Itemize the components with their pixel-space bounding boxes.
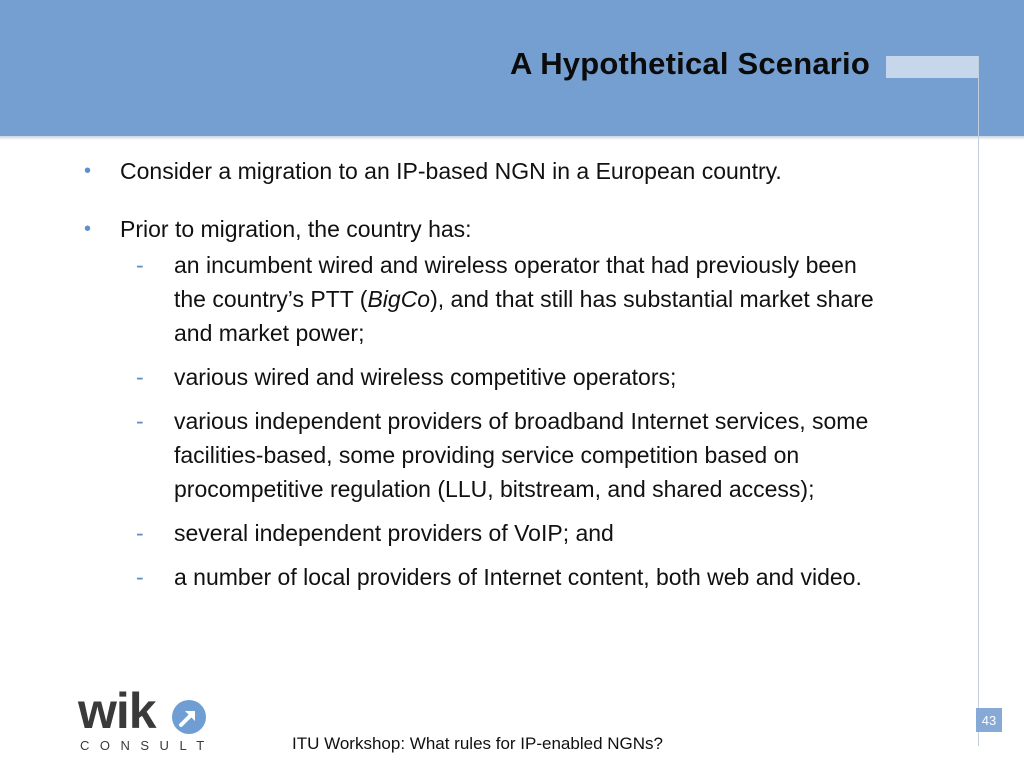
sub-text: a number of local providers of Internet content, both web and video. <box>174 564 862 590</box>
bullet-text: Consider a migration to an IP-based NGN in a European country. <box>120 158 782 184</box>
bullet-marker: • <box>84 218 92 240</box>
bullet-marker: • <box>84 160 92 182</box>
arrow-circle-icon <box>172 700 206 734</box>
emphasis-text: BigCo <box>367 286 431 312</box>
footer-caption: ITU Workshop: What rules for IP-enabled NGNs? <box>292 734 663 753</box>
sub-marker: - <box>136 364 144 390</box>
title-accent-box <box>886 56 978 78</box>
sub-item <box>80 360 874 394</box>
sub-text: several independent providers of VoIP; and <box>174 520 614 546</box>
header-shadow <box>0 136 1024 140</box>
company-logo <box>78 683 218 758</box>
sub-item <box>80 404 874 506</box>
sub-text: various wired and wireless competitive operators; <box>174 364 677 390</box>
bullet-item <box>80 154 960 188</box>
sub-item <box>80 516 874 550</box>
bullet-text: Prior to migration, the country has: <box>120 216 472 242</box>
slide-title: A Hypothetical Scenario <box>509 46 870 81</box>
logo-word: wik <box>78 683 156 739</box>
right-divider <box>978 56 979 746</box>
bullet-item <box>80 212 960 246</box>
sub-marker: - <box>136 408 144 434</box>
sub-marker: - <box>136 520 144 546</box>
sub-marker: - <box>136 252 144 278</box>
sub-text: various independent providers of broadband Internet services, some facilities-based, some providing service competition based on procompetitive regulation (LLU, bitstream, and shared access); <box>174 408 869 502</box>
logo-subtitle: CONSULT <box>80 738 215 753</box>
sub-text-part: an incumbent wired and wireless operator that had previously been the country’s PTT ( <box>174 252 857 312</box>
sub-marker: - <box>136 564 144 590</box>
slide-content <box>80 154 960 604</box>
page-number: 43 <box>976 708 1002 732</box>
sub-item <box>80 248 874 350</box>
sub-text-part: ), and that still has substantial market share and market power; <box>174 286 874 346</box>
sub-item <box>80 560 874 594</box>
